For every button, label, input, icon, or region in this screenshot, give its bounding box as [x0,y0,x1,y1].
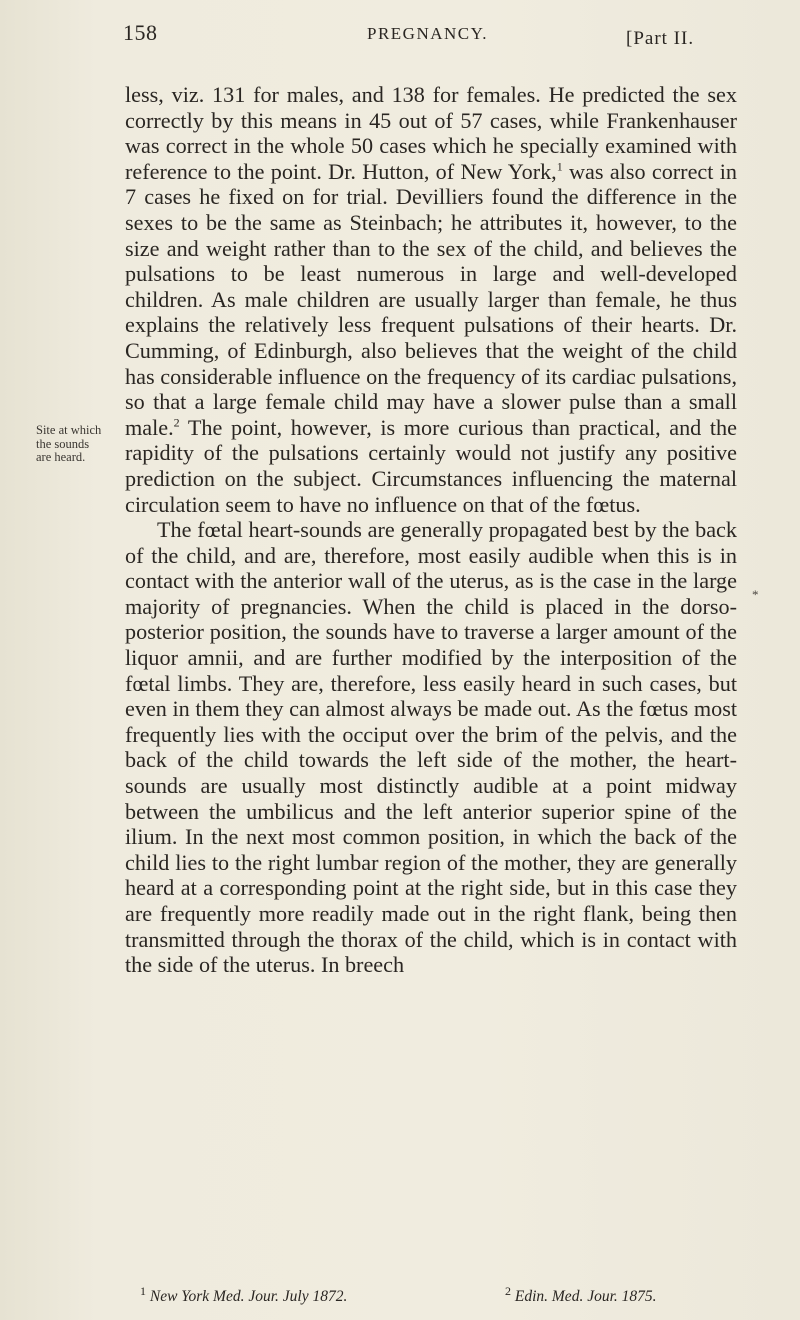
footnote-1-text: New York Med. Jour. July 1872. [146,1288,348,1305]
part-label: [Part II. [626,28,695,49]
running-title: PREGNANCY. [367,24,488,43]
paragraph-1-text-a: less, viz. 131 for males, and 138 for females. He predicted the sex correctly by this means in 45 out of 57 cases, while Frankenhauser was correct in the whole 50 cases which he specially examined with reference to the point. Dr. Hutton, of New York, [125,82,737,184]
footnote-ref-2: 2 [173,415,180,430]
paragraph-1 [125,82,737,517]
paragraph-1-text-b: was also correct in 7 cases he fixed on for trial. Devilliers found the difference in the sexes to be the same as Steinbach; he attributes it, however, to the size and weight rather than to the sex of the child, and believes the pulsations to be least numerous in large and well-developed children. As male children are usually larger than female, he thus explains the relatively less frequent pulsations of their hearts. Dr. Cumming, of Edinburgh, also believes that the weight of the child has considerable influence on the frequency of its cardiac pulsations, so that a large female child may have a slower pulse than a small male. [125,158,737,440]
footnote-2 [505,1283,657,1306]
paragraph-1-text-c: The point, however, is more curious than practical, and the rapidity of the pulsations certainly would not justify any positive prediction on the subject. Circumstances influencing the maternal circulation seem to have no influence on that of the fœtus. [125,414,737,517]
body-text [125,82,737,978]
stray-mark: * [752,587,759,602]
footnote-2-marker: 2 [505,1283,511,1298]
footnote-1 [140,1283,348,1306]
footnote-1-marker: 1 [140,1283,146,1298]
margin-note: Site at which the sounds are heard. [36,423,102,464]
footnote-2-text: Edin. Med. Jour. 1875. [511,1288,657,1305]
paragraph-2: The fœtal heart-sounds are generally propagated best by the back of the child, and are, therefore, most easily audible when this is in contact with the anterior wall of the uterus, as is the case in the large majority of pregnancies. When the child is placed in the dorso-posterior position, the sounds have to traverse a larger amount of the liquor amnii, and are further modified by the interposition of the fœtal limbs. They are, therefore, less easily heard in such cases, but even in them they can almost always be made out. As the fœtus most frequently lies with the occiput over the brim of the pelvis, and the back of the child towards the left side of the mother, the heart-sounds are usually most distinctly audible at a point midway between the umbilicus and the left anterior superior spine of the ilium. In the next most common position, in which the back of the child lies to the right lumbar region of the mother, they are generally heard at a corresponding point at the right side, but in this case they are frequently more readily made out in the right flank, being then transmitted through the thorax of the child, which is in contact with the side of the uterus. In breech [125,517,737,978]
page-header [0,20,800,60]
page-number: 158 [123,20,158,45]
footnote-ref-1: 1 [556,159,563,174]
